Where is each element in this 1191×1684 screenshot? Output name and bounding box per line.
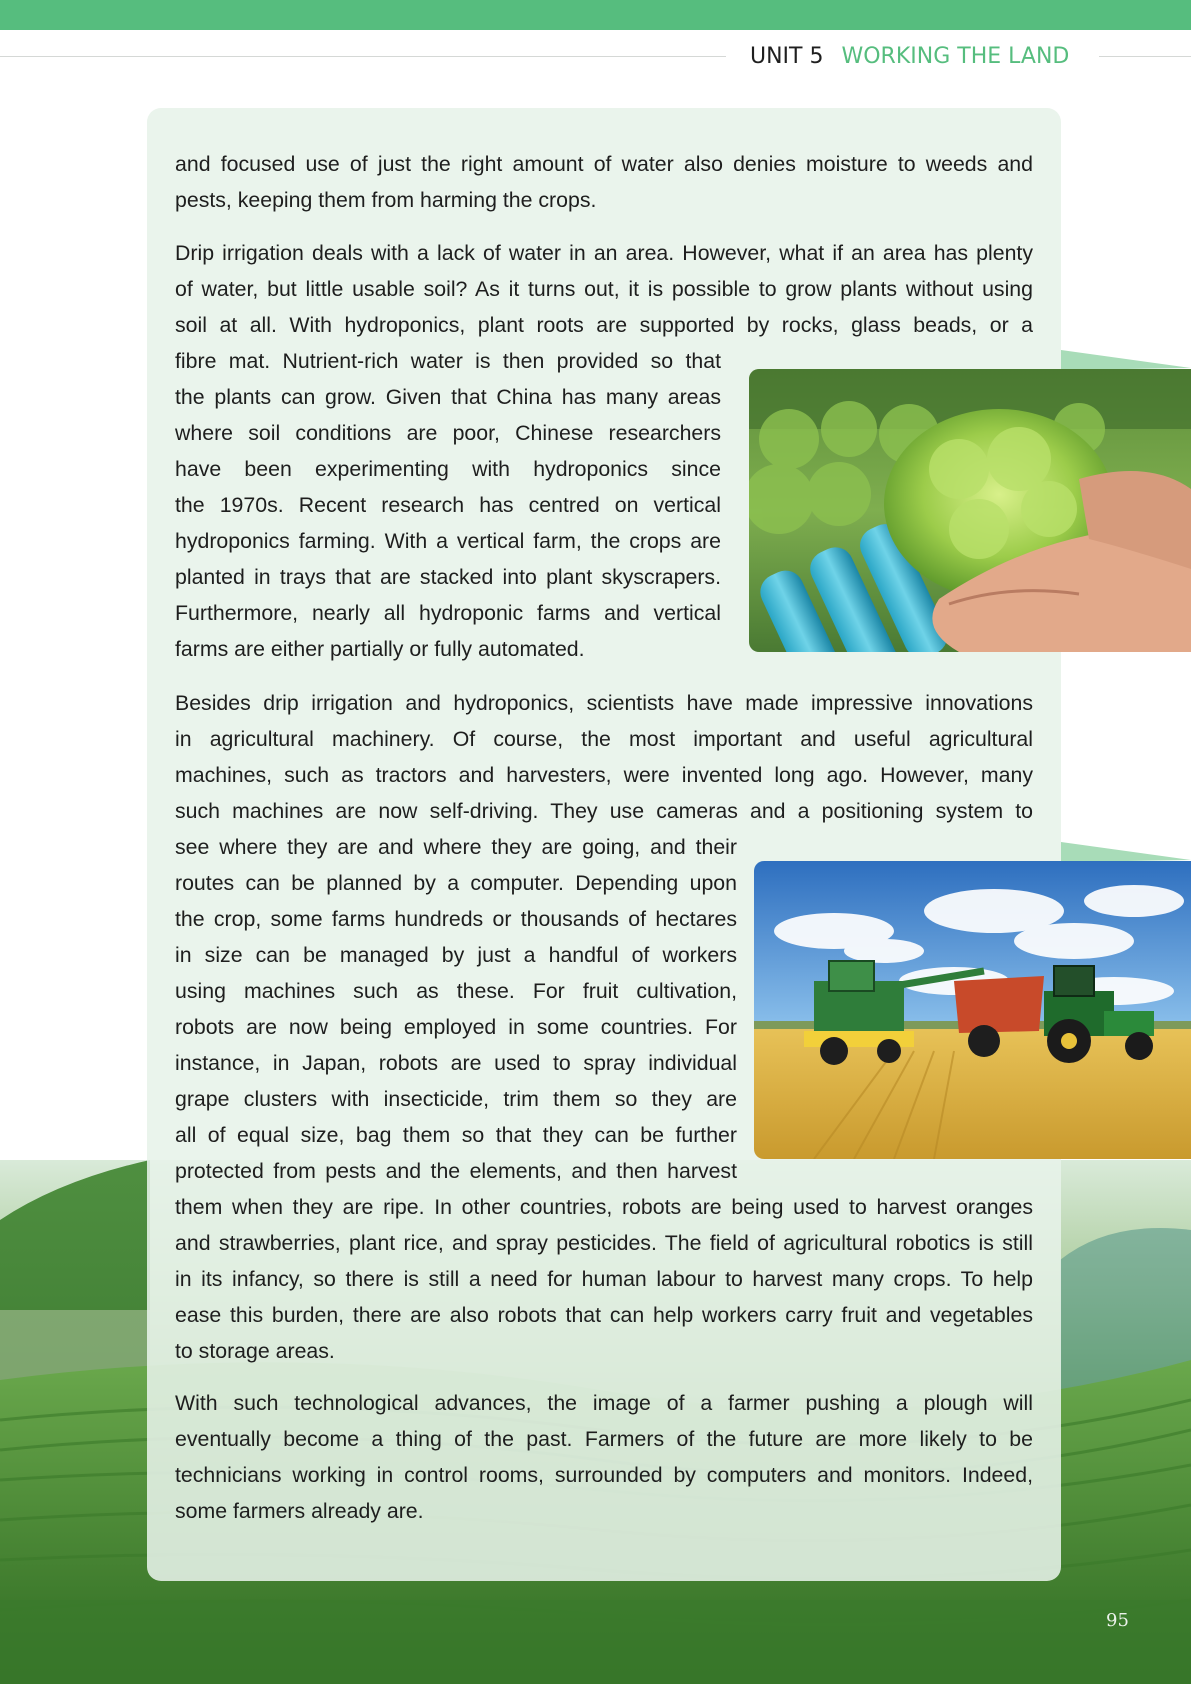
text-line: technicians working in control rooms, surrounded by computers and monitors. Indeed, <box>175 1463 1033 1487</box>
decorative-wedge-top <box>1061 348 1191 370</box>
text-line: have been experimenting with hydroponics since <box>175 457 721 481</box>
text-line: robots are now being employed in some countries. For <box>175 1015 737 1039</box>
text-line: routes can be planned by a computer. Depending upon <box>175 871 737 895</box>
unit-title: WORKING THE LAND <box>841 44 1070 69</box>
text-line: Besides drip irrigation and hydroponics, scientists have made impressive innovations <box>175 691 1033 715</box>
text-line: in its infancy, so there is still a need for human labour to harvest many crops. To help <box>175 1267 1033 1291</box>
text-line: instance, in Japan, robots are used to spray individual <box>175 1051 737 1075</box>
text-line: to storage areas. <box>175 1339 335 1363</box>
paragraph-4 <box>175 1385 1033 1529</box>
harvest-photo <box>754 861 1191 1159</box>
paragraph-1 <box>175 146 1033 218</box>
text-line: such machines are now self-driving. They use cameras and a positioning system to <box>175 799 1033 823</box>
paragraph-3-full <box>175 685 1033 829</box>
text-line: all of equal size, bag them so that they can be further <box>175 1123 737 1147</box>
text-line: pests, keeping them from harming the crops. <box>175 188 597 212</box>
text-line: farms are either partially or fully automated. <box>175 637 585 661</box>
text-line: using machines such as these. For fruit cultivation, <box>175 979 737 1003</box>
hydroponics-photo <box>749 369 1191 652</box>
text-line: eventually become a thing of the past. Farmers of the future are more likely to be <box>175 1427 1033 1451</box>
text-line: in size can be managed by just a handful of workers <box>175 943 737 967</box>
text-line: machines, such as tractors and harvesters, were invented long ago. However, many <box>175 763 1033 787</box>
paragraph-3-tail <box>175 1189 1033 1369</box>
text-line: of water, but little usable soil? As it turns out, it is possible to grow plants without using <box>175 277 1033 301</box>
paragraph-2-wrapped <box>175 343 721 667</box>
header-rule-left <box>0 56 726 57</box>
unit-label: UNIT 5 <box>750 44 824 69</box>
text-line: see where they are and where they are going, and their <box>175 835 737 859</box>
running-header <box>750 40 1069 74</box>
text-line: and focused use of just the right amount of water also denies moisture to weeds and <box>175 152 1033 176</box>
text-line: grape clusters with insecticide, trim them so they are <box>175 1087 737 1111</box>
text-line: With such technological advances, the image of a farmer pushing a plough will <box>175 1391 1033 1415</box>
top-banner <box>0 0 1191 30</box>
text-line: where soil conditions are poor, Chinese researchers <box>175 421 721 445</box>
text-line: and strawberries, plant rice, and spray pesticides. The field of agricultural robotics is still <box>175 1231 1033 1255</box>
text-line: in agricultural machinery. Of course, the most important and useful agricultural <box>175 727 1033 751</box>
page-number: 95 <box>1106 1610 1129 1631</box>
text-line: Furthermore, nearly all hydroponic farms and vertical <box>175 601 721 625</box>
text-line: Drip irrigation deals with a lack of water in an area. However, what if an area has plenty <box>175 241 1033 265</box>
text-line: some farmers already are. <box>175 1499 424 1523</box>
text-line: fibre mat. Nutrient-rich water is then provided so that <box>175 349 721 373</box>
text-line: the 1970s. Recent research has centred on vertical <box>175 493 721 517</box>
header-rule-right <box>1099 56 1191 57</box>
text-line: the crop, some farms hundreds or thousands of hectares <box>175 907 737 931</box>
paragraph-2-full <box>175 235 1033 343</box>
text-line: soil at all. With hydroponics, plant roots are supported by rocks, glass beads, or a <box>175 313 1033 337</box>
text-line: the plants can grow. Given that China has many areas <box>175 385 721 409</box>
text-line: ease this burden, there are also robots that can help workers carry fruit and vegetables <box>175 1303 1033 1327</box>
paragraph-3-wrapped <box>175 829 737 1189</box>
decorative-wedge-bottom <box>1061 842 1191 862</box>
text-line: protected from pests and the elements, and then harvest <box>175 1159 737 1183</box>
text-line: planted in trays that are stacked into plant skyscrapers. <box>175 565 721 589</box>
text-line: them when they are ripe. In other countries, robots are being used to harvest oranges <box>175 1195 1033 1219</box>
text-line: hydroponics farming. With a vertical farm, the crops are <box>175 529 721 553</box>
